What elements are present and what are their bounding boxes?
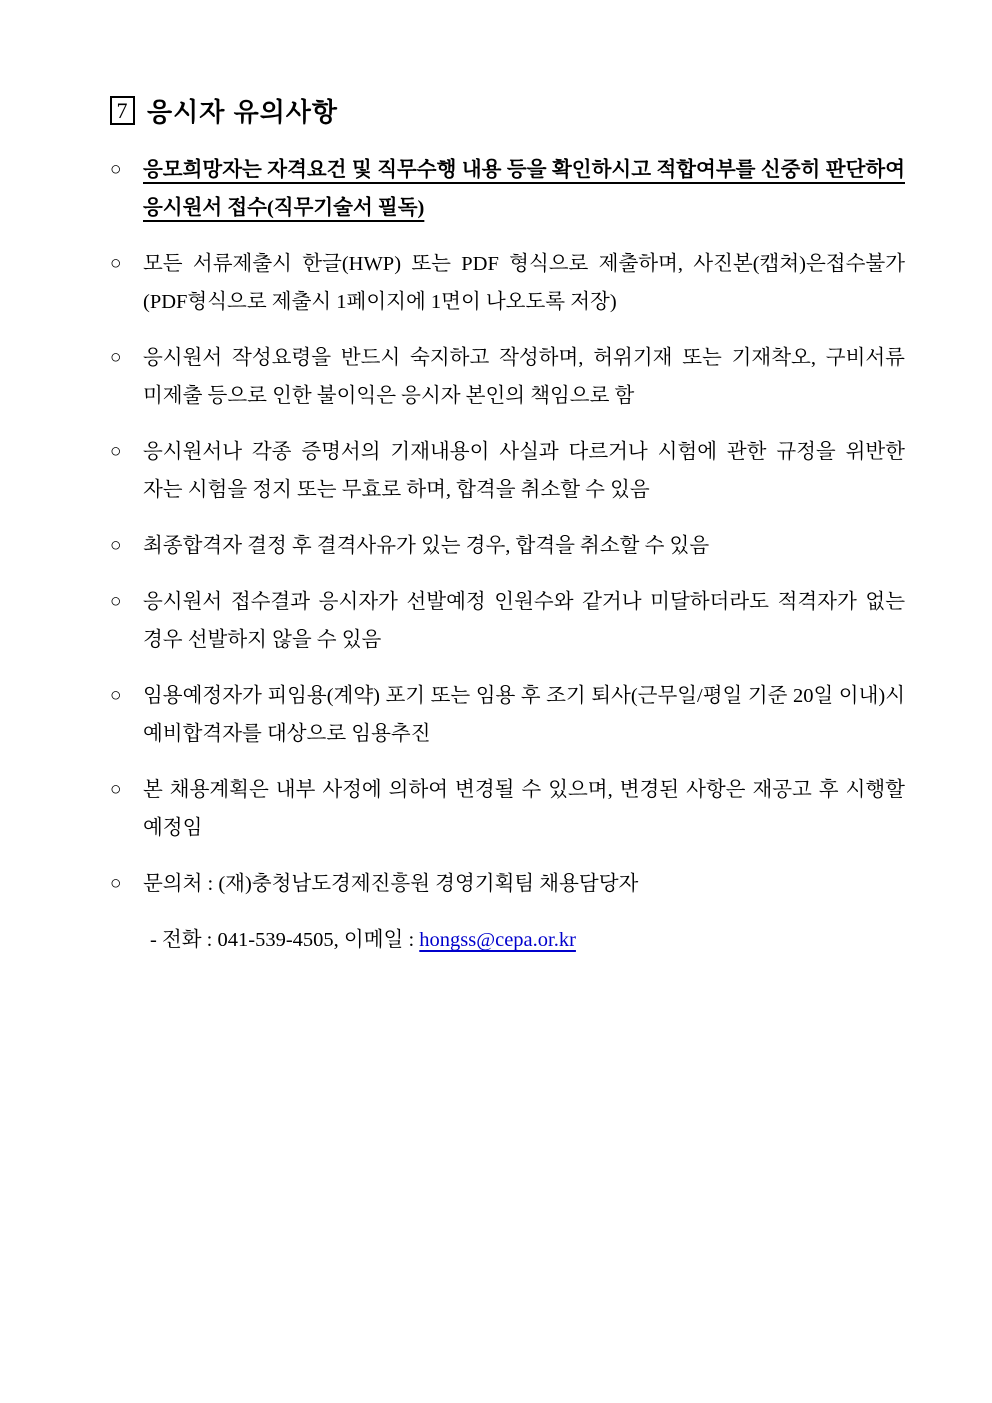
section-title	[110, 92, 905, 129]
contact-detail-line	[110, 921, 905, 959]
notice-item-3	[110, 339, 905, 415]
circle-bullet-icon: ○	[110, 159, 122, 180]
circle-bullet-icon: ○	[110, 347, 122, 368]
notice-text: 응시원서 접수결과 응시자가 선발예정 인원수와 같거나 미달하더라도 적격자가 없는 경우 선발하지 않을 수 있음	[143, 591, 905, 651]
notice-item-4	[110, 433, 905, 509]
section-title-text: 응시자 유의사항	[147, 97, 339, 127]
circle-bullet-icon: ○	[110, 779, 122, 800]
notice-text: 문의처 : (재)충청남도경제진흥원 경영기획팀 채용담당자	[143, 873, 639, 895]
notice-text: 응모희망자는 자격요건 및 직무수행 내용 등을 확인하시고 적합여부를 신중히 판단하여 응시원서 접수(직무기술서 필독)	[143, 159, 905, 219]
notice-item-9-contact	[110, 865, 905, 903]
circle-bullet-icon: ○	[110, 873, 122, 894]
section-number-box: 7	[110, 96, 135, 125]
notice-text: 임용예정자가 피임용(계약) 포기 또는 임용 후 조기 퇴사(근무일/평일 기준 20일 이내)시 예비합격자를 대상으로 임용추진	[143, 685, 905, 745]
notice-text: 모든 서류제출시 한글(HWP) 또는 PDF 형식으로 제출하며, 사진본(캡쳐)은접수불가(PDF형식으로 제출시 1페이지에 1면이 나오도록 저장)	[143, 253, 905, 313]
notice-item-2	[110, 245, 905, 321]
notice-item-1	[110, 151, 905, 227]
circle-bullet-icon: ○	[110, 591, 122, 612]
notice-item-8	[110, 771, 905, 847]
contact-phone-text: - 전화 : 041-539-4505, 이메일 :	[150, 929, 420, 951]
notice-item-5	[110, 527, 905, 565]
circle-bullet-icon: ○	[110, 535, 122, 556]
notice-text: 본 채용계획은 내부 사정에 의하여 변경될 수 있으며, 변경된 사항은 재공고 후 시행할 예정임	[143, 779, 905, 839]
notice-item-6	[110, 583, 905, 659]
notice-text: 응시원서 작성요령을 반드시 숙지하고 작성하며, 허위기재 또는 기재착오, 구비서류 미제출 등으로 인한 불이익은 응시자 본인의 책임으로 함	[143, 347, 905, 407]
notice-text: 응시원서나 각종 증명서의 기재내용이 사실과 다르거나 시험에 관한 규정을 위반한 자는 시험을 정지 또는 무효로 하며, 합격을 취소할 수 있음	[143, 441, 905, 501]
circle-bullet-icon: ○	[110, 441, 122, 462]
email-link[interactable]: hongss@cepa.or.kr	[419, 929, 576, 951]
notice-item-7	[110, 677, 905, 753]
circle-bullet-icon: ○	[110, 685, 122, 706]
circle-bullet-icon: ○	[110, 253, 122, 274]
notice-text: 최종합격자 결정 후 결격사유가 있는 경우, 합격을 취소할 수 있음	[143, 535, 710, 557]
notice-list	[110, 151, 905, 959]
